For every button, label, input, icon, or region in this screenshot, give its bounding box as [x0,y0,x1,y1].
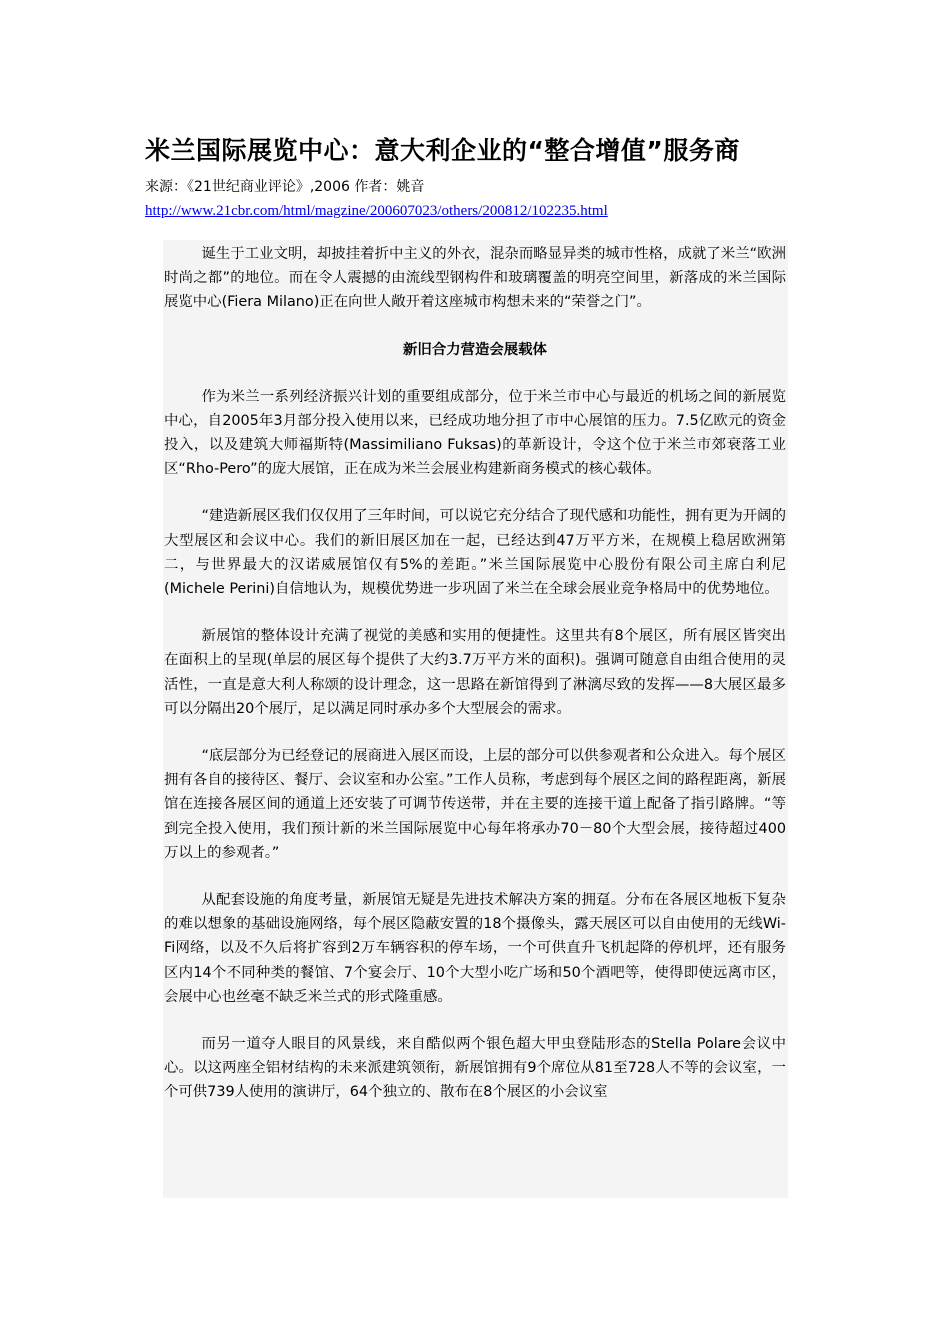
source-url-link[interactable]: http://www.21cbr.com/html/magzine/200607023/others/200812/102235.html [145,203,608,219]
article-paragraph: “底层部分为已经登记的展商进入展区而设，上层的部分可以供参观者和公众进入。每个展区拥有各自的接待区、餐厅、会议室和办公室。”工作人员称，考虑到每个展区之间的路程距离，新展馆在连接各展区间的通道上还安装了可调节传送带，并在主要的连接干道上配备了指引路牌。“等到完全投入使用，我们预计新的米兰国际展览中心每年将承办70－80个大型会展，接待超过400万以上的参观者。” [164,748,786,861]
intro-paragraph: 诞生于工业文明，却披挂着折中主义的外衣，混杂而略显异类的城市性格，成就了米兰“欧洲时尚之都”的地位。而在令人震撼的由流线型钢构件和玻璃覆盖的明亮空间里，新落成的米兰国际展览中心(Fiera Milano)正在向世人敞开着这座城市构想未来的“荣誉之门”。 [164,246,786,311]
article-paragraph: 新展馆的整体设计充满了视觉的美感和实用的便捷性。这里共有8个展区，所有展区皆突出在面积上的呈现(单层的展区每个提供了大约3.7万平方米的面积)。强调可随意自由组合使用的灵活性，一直是意大利人称颂的设计理念，这一思路在新馆得到了淋漓尽致的发挥——8大展区最多可以分隔出20个展厅，足以满足同时承办多个大型展会的需求。 [164,628,786,717]
article-paragraph: 从配套设施的角度考量，新展馆无疑是先进技术解决方案的拥趸。分布在各展区地板下复杂的难以想象的基础设施网络，每个展区隐蔽安置的18个摄像头，露天展区可以自由使用的无线Wi-Fi网络，以及不久后将扩容到2万车辆容积的停车场，一个可供直升飞机起降的停机坪，还有服务区内14个不同种类的餐馆、7个宴会厅、10个大型小吃广场和50个酒吧等，使得即使远离市区，会展中心也丝毫不缺乏米兰式的形式隆重感。 [164,892,786,1005]
article-paragraph: 而另一道夺人眼目的风景线，来自酷似两个银色超大甲虫登陆形态的Stella Polare会议中心。以这两座全铝材结构的未来派建筑领衔，新展馆拥有9个席位从81至728人不等的会议室，一个可供739人使用的演讲厅，64个独立的、散布在8个展区的小会议室 [164,1036,787,1101]
section-heading: 新旧合力营造会展载体 [403,341,547,358]
article-body [163,240,788,1198]
source-attribution: 来源：《21世纪商业评论》,2006 作者：姚音 [145,179,425,195]
page-title: 米兰国际展览中心：意大利企业的“整合增值”服务商 [145,136,740,165]
article-paragraph: 作为米兰一系列经济振兴计划的重要组成部分，位于米兰市中心与最近的机场之间的新展览中心，自2005年3月部分投入使用以来，已经成功地分担了市中心展馆的压力。7.5亿欧元的资金投入，以及建筑大师福斯特(Massimiliano Fuksas)的革新设计，令这个位于米兰市郊衰落工业区“Rho-Pero”的庞大展馆，正在成为米兰会展业构建新商务模式的核心载体。 [164,388,786,478]
article-paragraph: “建造新展区我们仅仅用了三年时间，可以说它充分结合了现代感和功能性，拥有更为开阔的大型展区和会议中心。我们的新旧展区加在一起，已经达到47万平方米，在规模上稳居欧洲第二，与世界最大的汉诺威展馆仅有5%的差距。”米兰国际展览中心股份有限公司主席白利尼(Michele Perini)自信地认为，规模优势进一步巩固了米兰在全球会展业竞争格局中的优势地位。 [164,508,786,598]
